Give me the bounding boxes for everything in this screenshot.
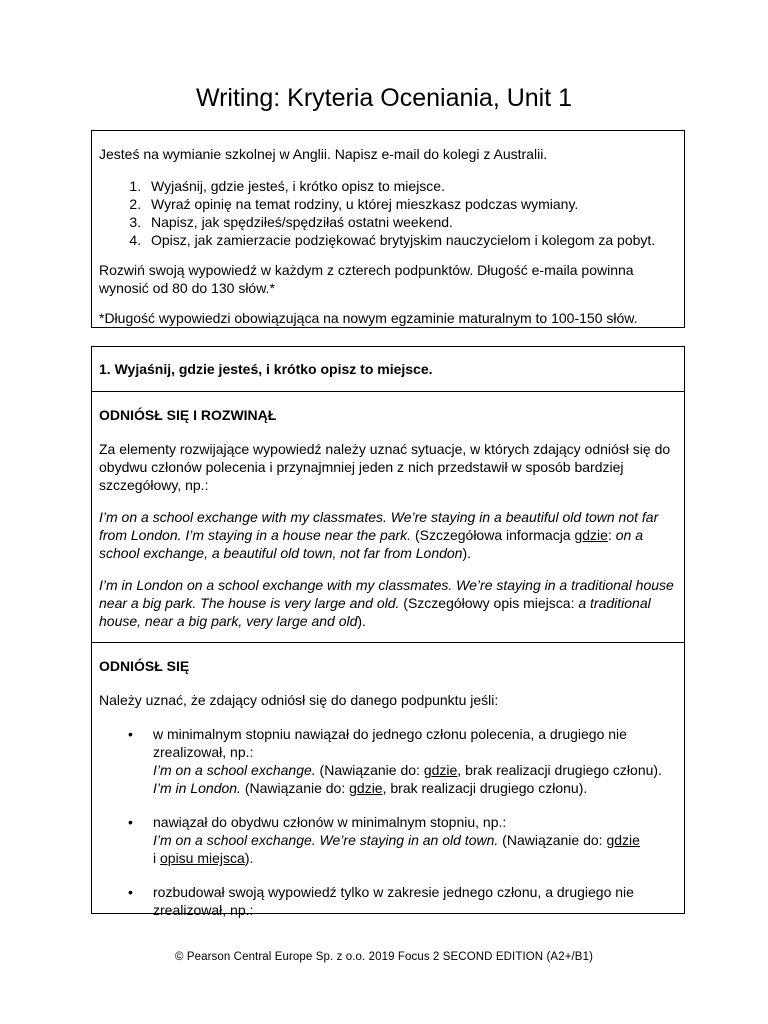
task-instruction: Rozwiń swoją wypowiedź w każdym z czterech podpunktów. Długość e-maila powinna wynosić od 80 do 130 słów.* xyxy=(99,262,634,296)
criteria-heading-text: 1. Wyjaśnij, gdzie jesteś, i krótko opisz to miejsce. xyxy=(99,361,433,377)
task-item: 1. Wyjaśnij, gdzie jesteś, i krótko opisz to miejsce. xyxy=(145,177,676,195)
keyword: opisu miejsca xyxy=(160,850,245,866)
list-item xyxy=(121,725,676,797)
task-item: 2. Wyraź opinię na temat rodziny, u której mieszkasz podczas wymiany. xyxy=(145,195,676,213)
example-note: ). xyxy=(244,850,254,866)
developed-label: ODNIÓSŁ SIĘ I ROZWINĄŁ xyxy=(99,407,277,423)
developed-example-1 xyxy=(99,508,676,562)
example-text: I’m in London on a school exchange with my classmates. We’re staying in a traditional house near a big park. The house is very large and old. xyxy=(99,577,674,611)
footer: © Pearson Central Europe Sp. z o.o. 2019 Focus 2 SECOND EDITION (A2+/B1) xyxy=(174,951,594,963)
example-text: I’m in London. xyxy=(153,780,241,796)
bullet-text: w minimalnym stopniu nawiązał do jednego członu polecenia, a drugiego nie zrealizował, np.: xyxy=(153,726,627,760)
example-text: I’m on a school exchange. We’re staying in an old town. xyxy=(153,832,499,848)
task-box xyxy=(91,130,685,328)
referred-section xyxy=(92,643,684,919)
keyword: gdzie xyxy=(349,780,383,796)
example-text: I’m on a school exchange with my classmates. We’re staying in a beautiful old town not far from London. I’m staying in a house near the park. xyxy=(99,509,659,543)
example-note: (Szczegółowa informacja xyxy=(411,527,575,543)
example-note: (Nawiązanie do: xyxy=(498,832,607,848)
developed-example-2 xyxy=(99,576,676,630)
example-note: , brak realizacji drugiego członu). xyxy=(457,762,662,778)
task-note: *Długość wypowiedzi obowiązująca na nowym egzaminie maturalnym to 100-150 słów. xyxy=(99,310,638,326)
example-note: , brak realizacji drugiego członu). xyxy=(382,780,588,796)
referred-description: Należy uznać, że zdający odniósł się do danego podpunktu jeśli: xyxy=(99,692,499,708)
keyword: gdzie xyxy=(606,832,640,848)
example-note: (Nawiązanie do: xyxy=(240,780,350,796)
task-item: 3. Napisz, jak spędziłeś/spędziłaś ostatni weekend. xyxy=(145,213,676,231)
criteria-box xyxy=(91,346,685,918)
bullet-text: rozbudował swoją wypowiedź tylko w zakresie jednego członu, a drugiego nie zrealizował, np.: xyxy=(153,884,634,918)
example-note: i xyxy=(153,850,160,866)
list-item xyxy=(121,813,676,867)
task-list xyxy=(99,177,676,249)
example-note: ). xyxy=(462,545,472,561)
list-item xyxy=(121,883,676,919)
criteria-heading xyxy=(92,347,684,392)
example-details: on a school exchange, a beautiful old town, not far from London xyxy=(99,527,643,561)
example-note: (Nawiązanie do: xyxy=(315,762,424,778)
keyword: gdzie xyxy=(574,527,608,543)
developed-description: Za elementy rozwijające wypowiedź należy uznać sytuacje, w których zdający odniósł się do obydwu członów polecenia i przynajmniej jeden z nich przedstawił w sposób bardziej szczegółowy, np.: xyxy=(99,441,671,493)
example-details: a traditional house, near a big park, very large and old xyxy=(99,595,651,629)
keyword: gdzie xyxy=(423,762,458,778)
example-note: : xyxy=(607,527,616,543)
task-intro: Jesteś na wymianie szkolnej w Anglii. Napisz e-mail do kolegi z Australii. xyxy=(99,146,548,162)
example-text: I’m on a school exchange. xyxy=(153,762,316,778)
page-title: Writing: Kryteria Oceniania, Unit 1 xyxy=(195,84,573,112)
task-item: 4. Opisz, jak zamierzacie podziękować brytyjskim nauczycielom i kolegom za pobyt. xyxy=(145,231,676,249)
referred-label: ODNIÓSŁ SIĘ xyxy=(99,658,190,674)
example-note: (Szczegółowy opis miejsca: xyxy=(399,595,579,611)
example-note: ). xyxy=(357,613,366,629)
referred-bullets xyxy=(99,725,676,919)
developed-section xyxy=(92,392,684,643)
bullet-text: nawiązał do obydwu członów w minimalnym stopniu, np.: xyxy=(153,814,507,830)
